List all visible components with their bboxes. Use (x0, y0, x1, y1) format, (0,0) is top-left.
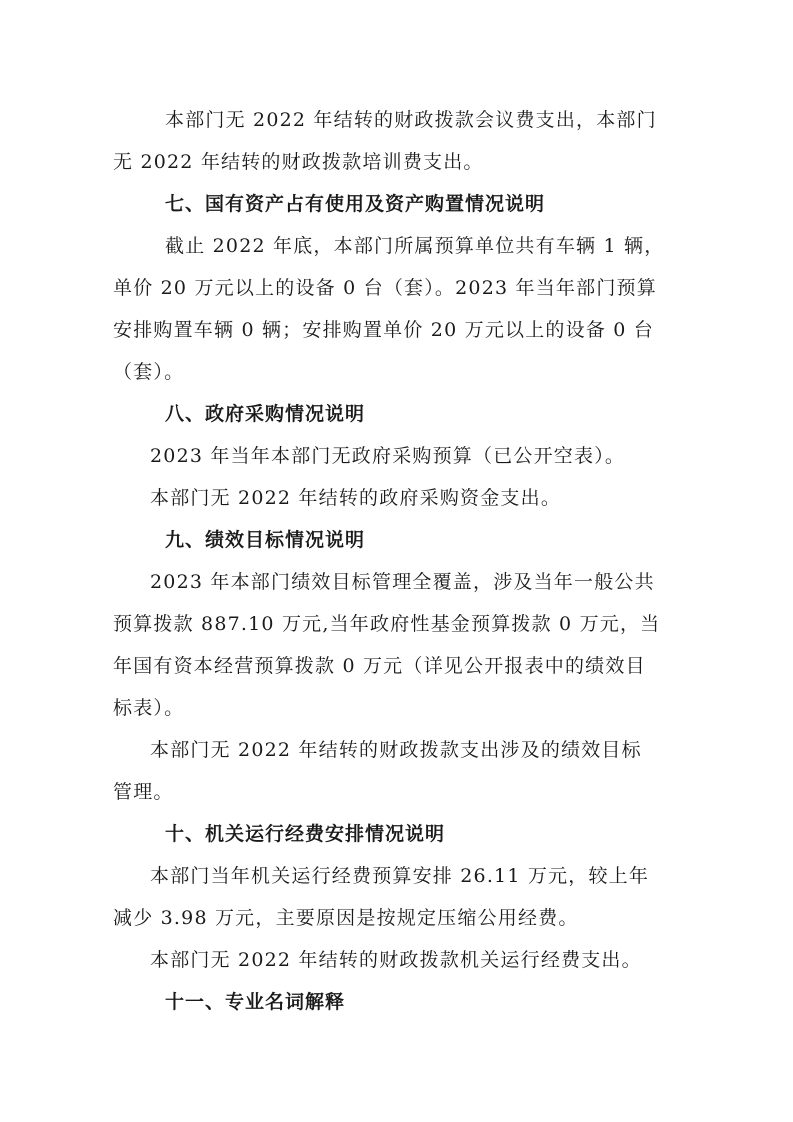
paragraph-line: 本部门无 2022 年结转的财政拨款支出涉及的绩效目标 (150, 739, 642, 761)
section-heading: 十一、专业名词解释 (165, 991, 346, 1013)
paragraph-line: 单价 20 万元以上的设备 0 台（套）。2023 年当年部门预算 (113, 277, 657, 299)
paragraph-line: 2023 年当年本部门无政府采购预算（已公开空表）。 (150, 445, 626, 467)
paragraph-line: 本部门当年机关运行经费预算安排 26.11 万元，较上年 (150, 865, 650, 887)
paragraph-line: 预算拨款 887.10 万元,当年政府性基金预算拨款 0 万元，当 (113, 613, 661, 635)
paragraph-line: （套）。 (113, 361, 185, 383)
paragraph-line: 标表）。 (113, 697, 185, 719)
section-heading: 七、国有资产占有使用及资产购置情况说明 (165, 193, 546, 215)
paragraph-line: 管理。 (113, 781, 174, 803)
paragraph-line: 无 2022 年结转的财政拨款培训费支出。 (113, 151, 484, 173)
section-heading: 九、绩效目标情况说明 (165, 529, 366, 551)
paragraph-line: 本部门无 2022 年结转的财政拨款会议费支出，本部门 (165, 109, 657, 131)
paragraph-line: 年国有资本经营预算拨款 0 万元（详见公开报表中的绩效目 (113, 655, 646, 677)
section-heading: 八、政府采购情况说明 (165, 403, 366, 425)
paragraph-line: 安排购置车辆 0 辆；安排购置单价 20 万元以上的设备 0 台 (113, 319, 654, 341)
paragraph-line: 截止 2022 年底，本部门所属预算单位共有车辆 1 辆， (165, 235, 665, 257)
paragraph-line: 2023 年本部门绩效目标管理全覆盖，涉及当年一般公共 (150, 571, 655, 593)
paragraph-line: 减少 3.98 万元，主要原因是按规定压缩公用经费。 (113, 907, 579, 929)
paragraph-line: 本部门无 2022 年结转的政府采购资金支出。 (150, 487, 562, 509)
paragraph-line: 本部门无 2022 年结转的财政拨款机关运行经费支出。 (150, 949, 642, 971)
section-heading: 十、机关运行经费安排情况说明 (165, 823, 446, 845)
